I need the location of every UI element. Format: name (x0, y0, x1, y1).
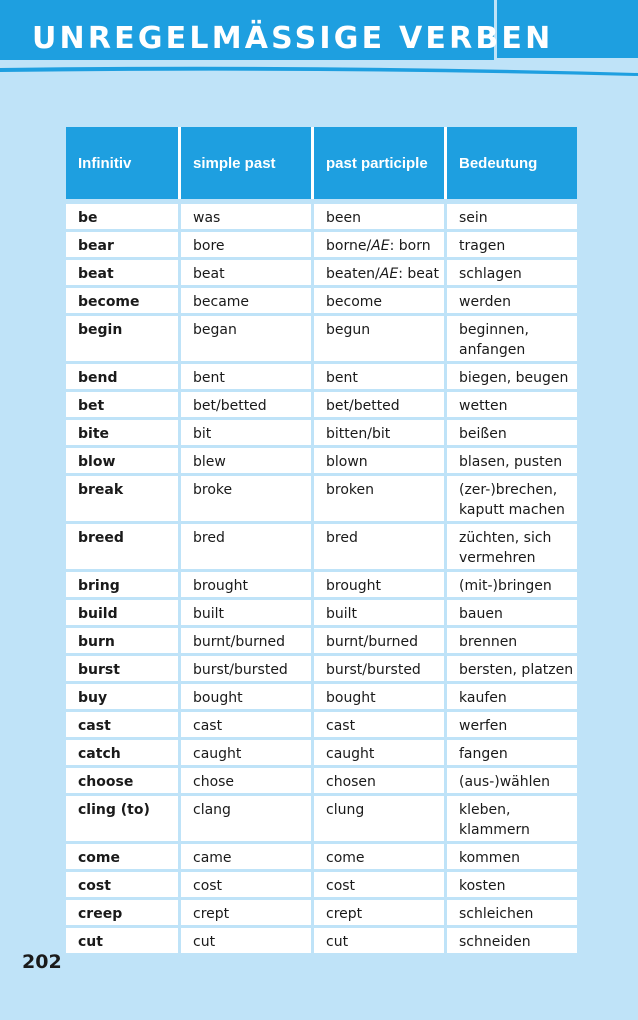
table-row (66, 841, 577, 869)
table-row (66, 361, 577, 389)
irregular-verbs-table (66, 127, 577, 953)
header-wave-line (0, 64, 638, 76)
cell-past-participle: chosen (311, 765, 444, 793)
cell-infinitive: bend (66, 361, 178, 389)
table-row (66, 681, 577, 709)
cell-meaning: werfen (444, 709, 577, 737)
cell-past-participle: bitten/bit (311, 417, 444, 445)
cell-meaning: (mit-)bringen (444, 569, 577, 597)
cell-meaning: kleben, klammern (444, 793, 577, 841)
cell-past-participle: brought (311, 569, 444, 597)
cell-infinitive: beat (66, 257, 178, 285)
cell-infinitive: become (66, 285, 178, 313)
page-number: 202 (22, 951, 62, 973)
cell-past-participle: come (311, 841, 444, 869)
cell-past-participle: built (311, 597, 444, 625)
cell-meaning: fangen (444, 737, 577, 765)
verb-table-container (66, 127, 577, 953)
cell-simple-past: bought (178, 681, 311, 709)
cell-meaning: beißen (444, 417, 577, 445)
column-header-infinitive: Infinitiv (66, 127, 178, 199)
cell-simple-past: built (178, 597, 311, 625)
cell-infinitive: bet (66, 389, 178, 417)
cell-past-participle: burst/bursted (311, 653, 444, 681)
cell-infinitive: begin (66, 313, 178, 361)
table-row (66, 569, 577, 597)
cell-simple-past: cast (178, 709, 311, 737)
cell-simple-past: bore (178, 229, 311, 257)
cell-simple-past: broke (178, 473, 311, 521)
cell-meaning: bersten, platzen (444, 653, 577, 681)
table-row (66, 653, 577, 681)
cell-simple-past: bit (178, 417, 311, 445)
cell-meaning: brennen (444, 625, 577, 653)
cell-meaning: züchten, sich vermehren (444, 521, 577, 569)
cell-infinitive: bear (66, 229, 178, 257)
cell-simple-past: cost (178, 869, 311, 897)
cell-infinitive: burn (66, 625, 178, 653)
cell-infinitive: breed (66, 521, 178, 569)
cell-simple-past: brought (178, 569, 311, 597)
column-header-meaning: Bedeutung (444, 127, 577, 199)
cell-meaning: schleichen (444, 897, 577, 925)
table-row (66, 737, 577, 765)
cell-meaning: biegen, beugen (444, 361, 577, 389)
cell-simple-past: beat (178, 257, 311, 285)
cell-simple-past: bred (178, 521, 311, 569)
cell-infinitive: build (66, 597, 178, 625)
cell-past-participle: been (311, 199, 444, 229)
cell-simple-past: became (178, 285, 311, 313)
cell-infinitive: cling (to) (66, 793, 178, 841)
table-header-row (66, 127, 577, 199)
cell-infinitive: buy (66, 681, 178, 709)
table-row (66, 473, 577, 521)
cell-past-participle: cast (311, 709, 444, 737)
table-row (66, 389, 577, 417)
cell-past-participle: clung (311, 793, 444, 841)
cell-simple-past: crept (178, 897, 311, 925)
table-row (66, 793, 577, 841)
cell-infinitive: creep (66, 897, 178, 925)
table-row (66, 417, 577, 445)
cell-simple-past: burst/bursted (178, 653, 311, 681)
cell-past-participle: blown (311, 445, 444, 473)
cell-meaning: wetten (444, 389, 577, 417)
cell-meaning: beginnen, anfangen (444, 313, 577, 361)
cell-infinitive: be (66, 199, 178, 229)
cell-past-participle: become (311, 285, 444, 313)
cell-past-participle: cost (311, 869, 444, 897)
cell-meaning: schlagen (444, 257, 577, 285)
cell-infinitive: cut (66, 925, 178, 953)
cell-simple-past: bent (178, 361, 311, 389)
cell-past-participle: bought (311, 681, 444, 709)
cell-infinitive: burst (66, 653, 178, 681)
cell-infinitive: cost (66, 869, 178, 897)
cell-simple-past: cut (178, 925, 311, 953)
cell-infinitive: come (66, 841, 178, 869)
table-body (66, 199, 577, 953)
cell-infinitive: blow (66, 445, 178, 473)
cell-simple-past: chose (178, 765, 311, 793)
cell-infinitive: bring (66, 569, 178, 597)
cell-meaning: (aus-)wählen (444, 765, 577, 793)
cell-simple-past: bet/betted (178, 389, 311, 417)
cell-simple-past: began (178, 313, 311, 361)
cell-past-participle: broken (311, 473, 444, 521)
column-header-simple-past: simple past (178, 127, 311, 199)
cell-meaning: kosten (444, 869, 577, 897)
cell-meaning: sein (444, 199, 577, 229)
column-header-past-participle: past participle (311, 127, 444, 199)
table-row (66, 597, 577, 625)
cell-simple-past: came (178, 841, 311, 869)
cell-simple-past: blew (178, 445, 311, 473)
table-row (66, 445, 577, 473)
cell-meaning: blasen, pusten (444, 445, 577, 473)
cell-past-participle: bred (311, 521, 444, 569)
table-row (66, 625, 577, 653)
table-row (66, 521, 577, 569)
cell-simple-past: burnt/burned (178, 625, 311, 653)
cell-past-participle: beaten/AE: beat (311, 257, 444, 285)
table-row (66, 229, 577, 257)
cell-past-participle: burnt/burned (311, 625, 444, 653)
cell-meaning: werden (444, 285, 577, 313)
table-row (66, 313, 577, 361)
table-row (66, 925, 577, 953)
cell-meaning: (zer-)brechen, kaputt machen (444, 473, 577, 521)
cell-past-participle: begun (311, 313, 444, 361)
table-row (66, 897, 577, 925)
table-row (66, 709, 577, 737)
cell-simple-past: clang (178, 793, 311, 841)
table-row (66, 257, 577, 285)
cell-meaning: schneiden (444, 925, 577, 953)
cell-past-participle: bet/betted (311, 389, 444, 417)
cell-meaning: tragen (444, 229, 577, 257)
cell-infinitive: catch (66, 737, 178, 765)
cell-past-participle: bent (311, 361, 444, 389)
cell-meaning: kaufen (444, 681, 577, 709)
cell-past-participle: cut (311, 925, 444, 953)
cell-infinitive: choose (66, 765, 178, 793)
cell-past-participle: borne/AE: born (311, 229, 444, 257)
cell-meaning: kommen (444, 841, 577, 869)
cell-simple-past: caught (178, 737, 311, 765)
table-row (66, 199, 577, 229)
cell-simple-past: was (178, 199, 311, 229)
cell-past-participle: caught (311, 737, 444, 765)
cell-infinitive: cast (66, 709, 178, 737)
cell-infinitive: bite (66, 417, 178, 445)
page-title: UNREGELMÄSSIGE VERBEN (32, 21, 554, 56)
cell-past-participle: crept (311, 897, 444, 925)
table-row (66, 869, 577, 897)
cell-infinitive: break (66, 473, 178, 521)
table-row (66, 765, 577, 793)
table-row (66, 285, 577, 313)
cell-meaning: bauen (444, 597, 577, 625)
